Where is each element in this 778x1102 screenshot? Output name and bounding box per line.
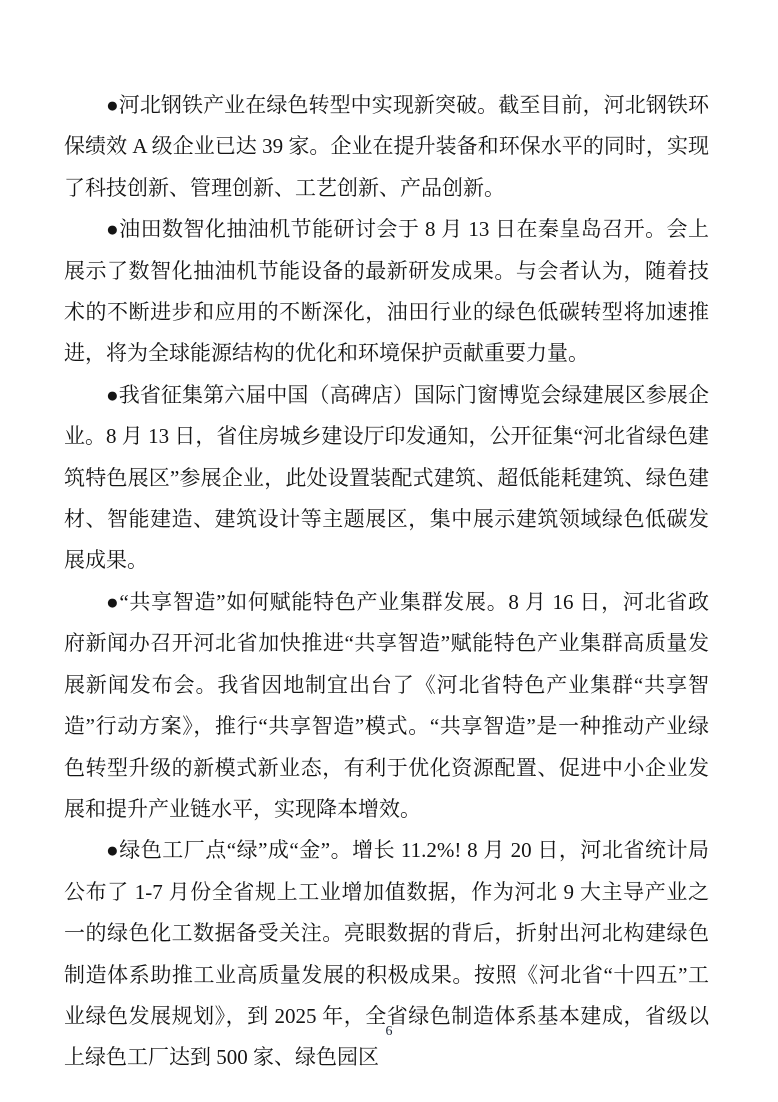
news-paragraph-shared-manufacturing: ●“共享智造”如何赋能特色产业集群发展。8 月 16 日，河北省政府新闻办召开河北省加快推进“共享智造”赋能特色产业集群高质量发展新闻发布会。我省因地制宜出台了《河北省特色产业集群“共享智造”行动方案》，推行“共享智造”模式。“共享智造”是一种推动产业绿色转型升级的新模式新业态，有利于优化资源配置、促进中小企业发展和提升产业链水平，实现降本增效。 <box>64 589 709 821</box>
news-paragraph-steel-industry: ●河北钢铁产业在绿色转型中实现新突破。截至目前，河北钢铁环保绩效 A 级企业已达 39 家。企业在提升装备和环保水平的同时，实现了科技创新、管理创新、工艺创新、产品创新。 <box>64 93 709 200</box>
news-paragraph-green-factory: ●绿色工厂点“绿”成“金”。增长 11.2%! 8 月 20 日，河北省统计局公布了 1-7 月份全省规上工业增加值数据，作为河北 9 大主导产业之一的绿色化工数据备受关注。亮眼数据的背后，折射出河北构建绿色制造体系助推工业高质量发展的积极成果。按照《河北省“十四五”工业绿色发展规划》，到 2025 年，全省绿色制造体系基本建成，省级以上绿色工厂达到 500 家、绿色园区 <box>64 838 709 1070</box>
page-number: 6 <box>385 1024 393 1039</box>
news-paragraph-oilfield-seminar: ●油田数智化抽油机节能研讨会于 8 月 13 日在秦皇岛召开。会上展示了数智化抽油机节能设备的最新研发成果。与会者认为，随着技术的不断进步和应用的不断深化，油田行业的绿色低碳转型将加速推进，将为全球能源结构的优化和环境保护贡献重要力量。 <box>64 217 709 366</box>
page-footer <box>0 1024 778 1040</box>
news-paragraph-expo-recruitment: ●我省征集第六届中国（高碑店）国际门窗博览会绿建展区参展企业。8 月 13 日，省住房城乡建设厅印发通知，公开征集“河北省绿色建筑特色展区”参展企业，此处设置装配式建筑、超低能耗建筑、绿色建材、智能建造、建筑设计等主题展区，集中展示建筑领域绿色低碳发展成果。 <box>64 382 709 573</box>
document-body <box>64 85 709 1079</box>
